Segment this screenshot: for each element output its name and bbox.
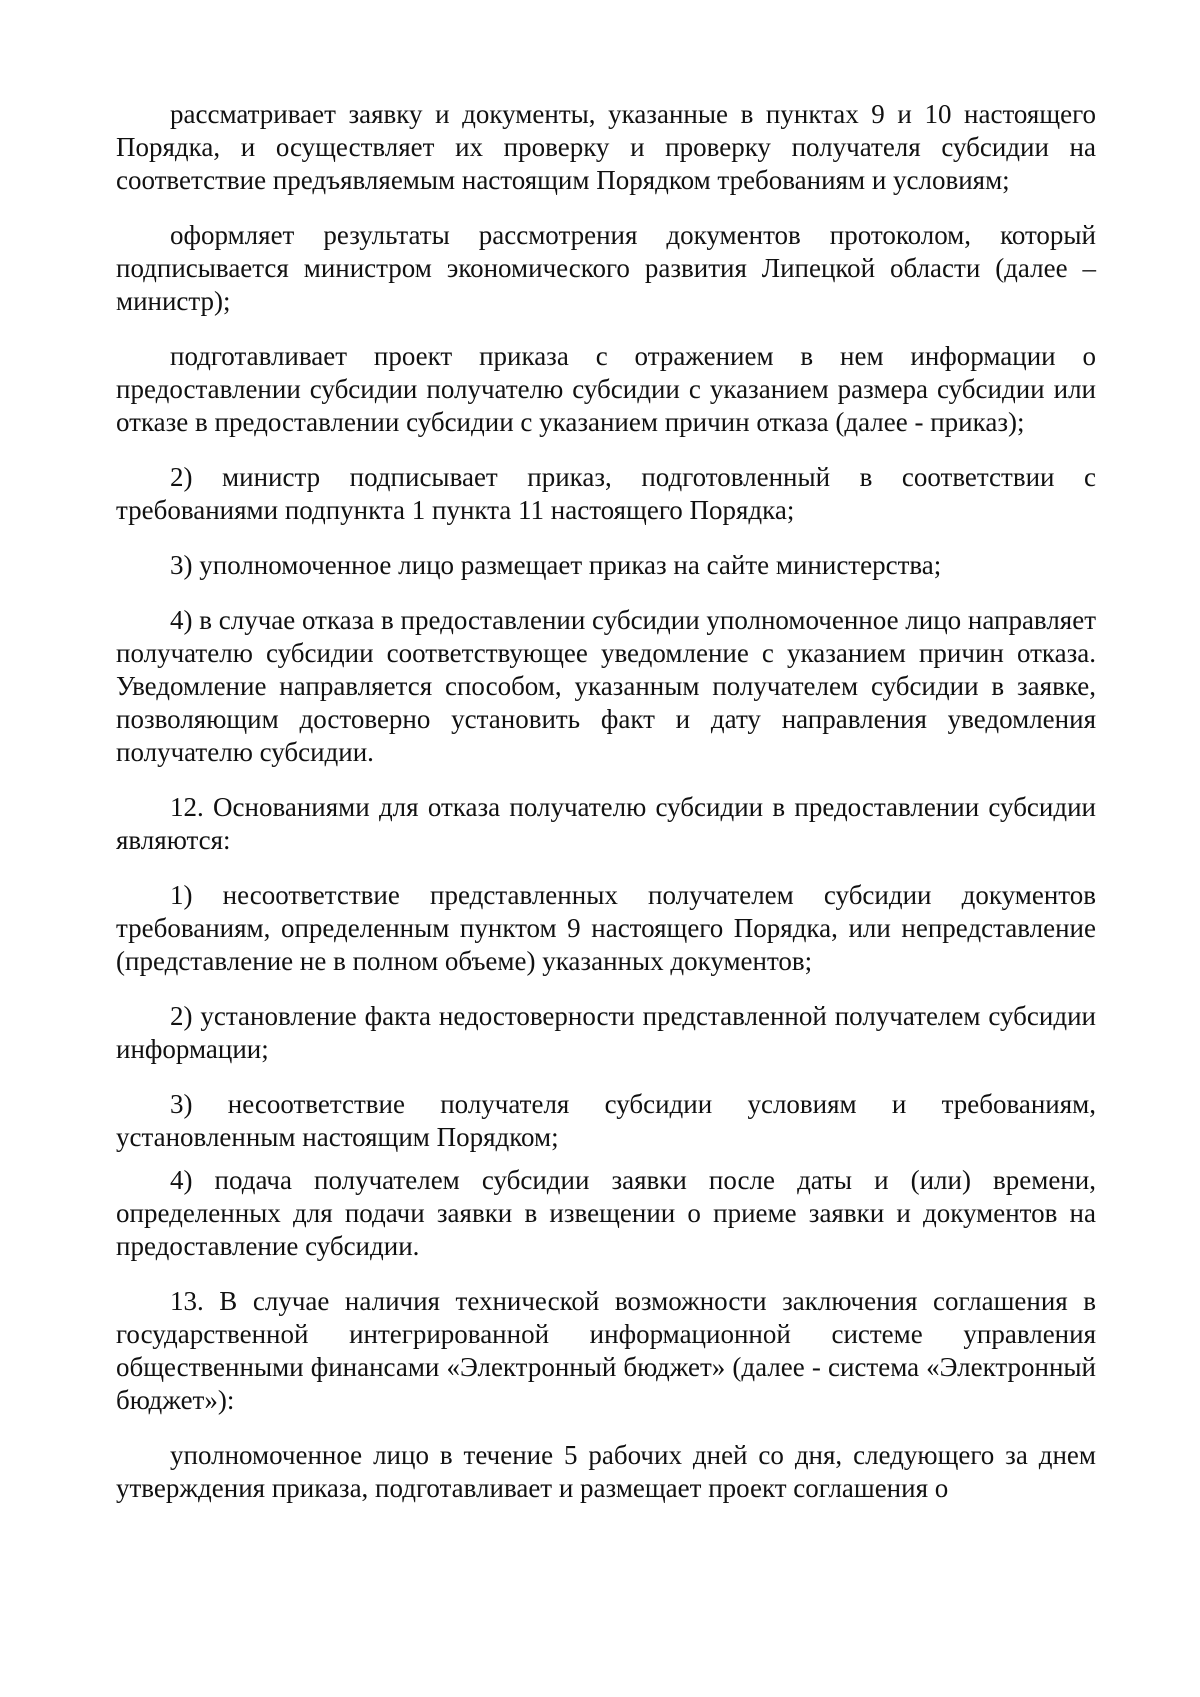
paragraph-draft-agreement: уполномоченное лицо в течение 5 рабочих дней со дня, следующего за днем утверждения приказа, подготавливает и размещает проект соглашения о xyxy=(116,1440,1096,1503)
list-item-ground-3: 3) несоответствие получателя субсидии условиям и требованиям, установленным настоящим Порядком; xyxy=(116,1089,1096,1152)
list-item-ground-4: 4) подача получателем субсидии заявки после даты и (или) времени, определенных для подачи заявки в извещении о приеме заявки и документов на предоставление субсидии. xyxy=(116,1165,1096,1261)
paragraph-review-application: рассматривает заявку и документы, указанные в пунктах 9 и 10 настоящего Порядка, и осуществляет их проверку и проверку получателя субсидии на соответствие предъявляемым настоящим Порядком требованиям и условиям; xyxy=(116,99,1096,195)
paragraph-12-grounds: 12. Основаниями для отказа получателю субсидии в предоставлении субсидии являются: xyxy=(116,792,1096,855)
list-item-ground-2: 2) установление факта недостоверности представленной получателем субсидии информации; xyxy=(116,1001,1096,1064)
list-item-ground-1: 1) несоответствие представленных получателем субсидии документов требованиям, определенным пунктом 9 настоящего Порядка, или непредставление (представление не в полном объеме) указанных документов; xyxy=(116,880,1096,976)
document-body xyxy=(116,98,1096,1527)
paragraph-draft-order: подготавливает проект приказа с отражением в нем информации о предоставлении субсидии получателю субсидии с указанием размера субсидии или отказе в предоставлении субсидии с указанием причин отказа (далее - приказ); xyxy=(116,341,1096,437)
paragraph-protocol: оформляет результаты рассмотрения документов протоколом, который подписывается министром экономического развития Липецкой области (далее – министр); xyxy=(116,220,1096,316)
paragraph-13-electronic-budget: 13. В случае наличия технической возможности заключения соглашения в государственной интегрированной информационной системе управления общественными финансами «Электронный бюджет» (далее - система «Электронный бюджет»): xyxy=(116,1286,1096,1415)
paragraph-minister-signs: 2) министр подписывает приказ, подготовленный в соответствии с требованиями подпункта 1 пункта 11 настоящего Порядка; xyxy=(116,462,1096,525)
paragraph-refusal-notice: 4) в случае отказа в предоставлении субсидии уполномоченное лицо направляет получателю субсидии соответствующее уведомление с указанием причин отказа. Уведомление направляется способом, указанным получателем субсидии в заявке, позволяющим достоверно установить факт и дату направления уведомления получателю субсидии. xyxy=(116,605,1097,767)
paragraph-publish-order: 3) уполномоченное лицо размещает приказ на сайте министерства; xyxy=(170,550,942,580)
